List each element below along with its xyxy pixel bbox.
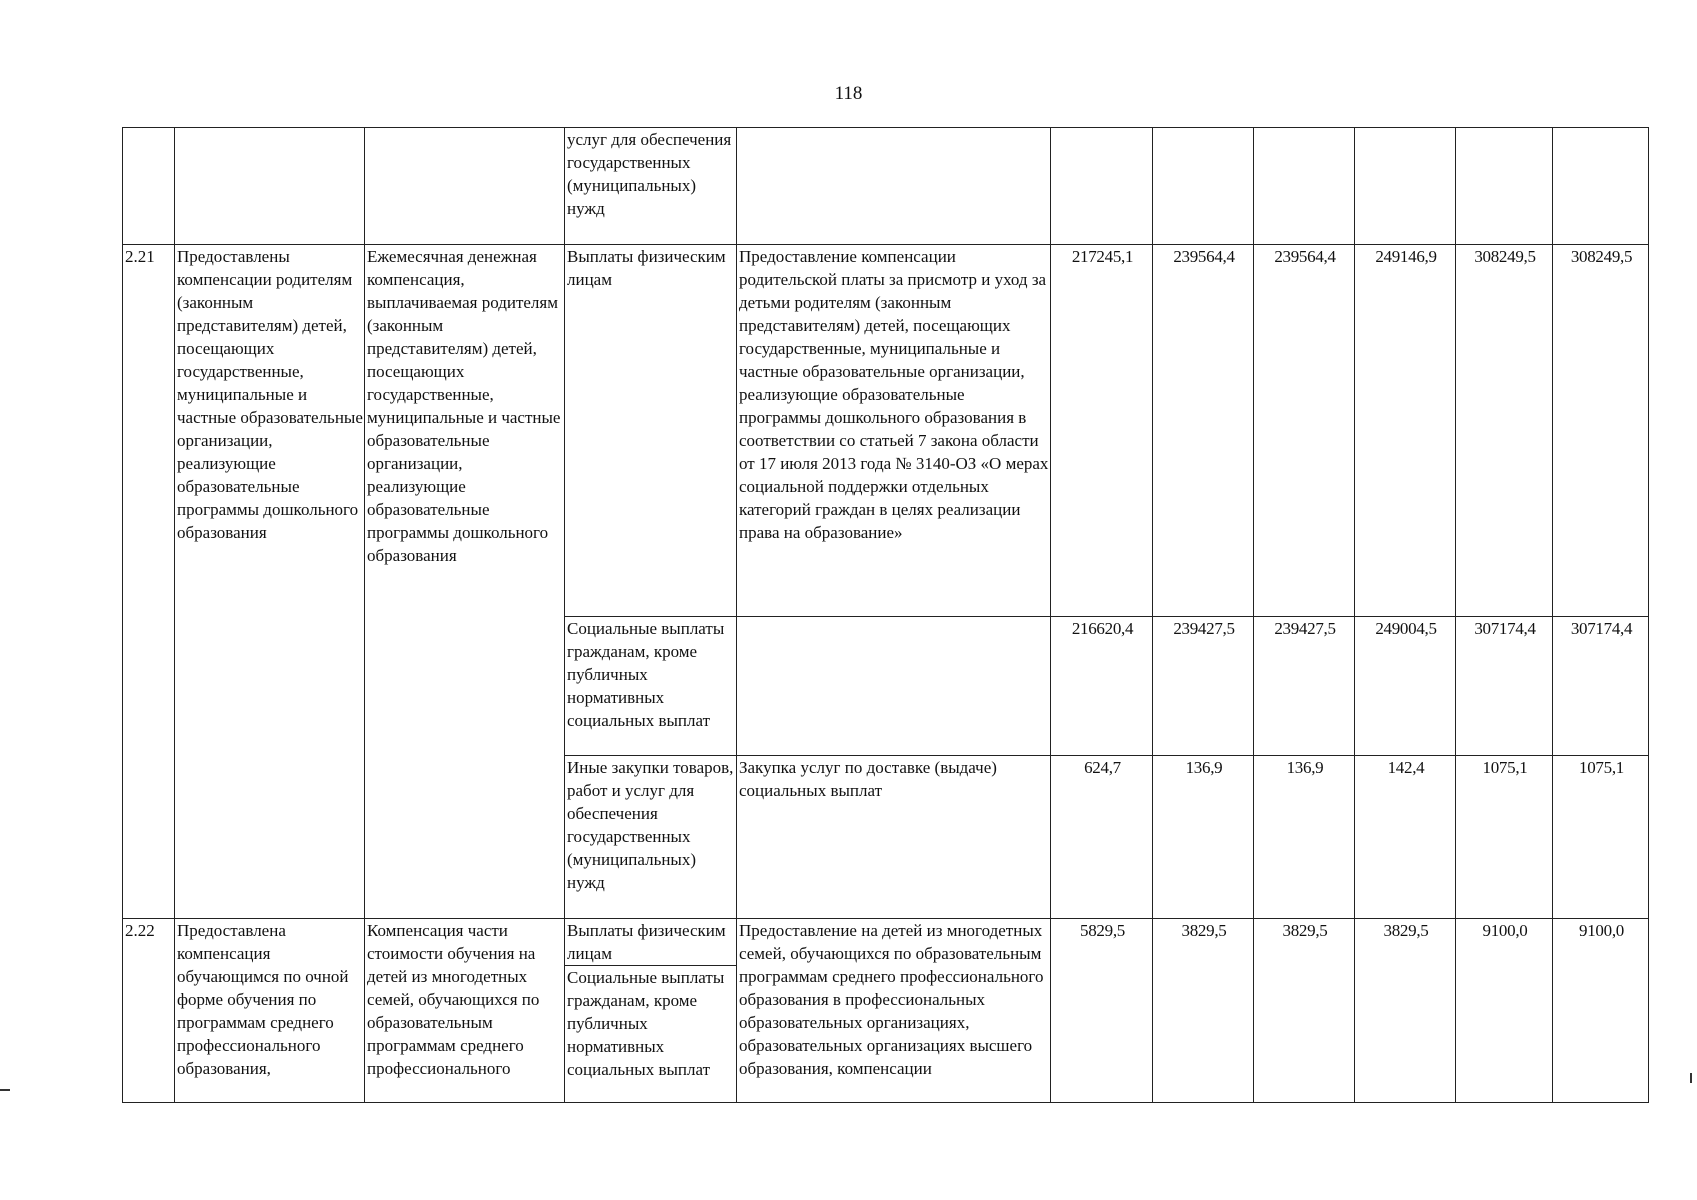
cell-value: 5829,5 [1051,919,1153,1103]
budget-table [122,127,1649,1103]
table-row-2-22 [123,919,1649,1103]
cell-description: Закупка услуг по доставке (выдаче) социальных выплат [737,756,1051,919]
cell-value: 307174,4 [1456,617,1553,756]
cell-measure [365,128,565,245]
cell-result [175,128,365,245]
cell-value: 9100,0 [1456,919,1553,1103]
expense-type-b: Социальные выплаты гражданам, кроме публичных нормативных социальных выплат [567,968,725,1079]
cell-value: 239564,4 [1153,245,1254,617]
cell-value: 239427,5 [1254,617,1355,756]
cell-value: 308249,5 [1456,245,1553,617]
cell-value [1254,128,1355,245]
cell-value: 217245,1 [1051,245,1153,617]
cell-value [1051,128,1153,245]
cell-value: 136,9 [1153,756,1254,919]
cell-description: Предоставление компенсации родительской платы за присмотр и уход за детьми родителям (законным представителям) детей, посещающих государственные, муниципальные и частные образовательные организации, реализующие образовательные программы дошкольного образования в соответствии со статьей 7 закона области от 17 июля 2013 года № 3140-ОЗ «О мерах социальной поддержки отдельных категорий граждан в целях реализации права на образование» [737,245,1051,617]
cell-value [1553,128,1649,245]
row-number: 2.21 [123,245,175,919]
cell-value: 3829,5 [1153,919,1254,1103]
page-number: 118 [834,83,863,104]
cell-expense-type: Иные закупки товаров, работ и услуг для обеспечения государственных (муниципальных) нужд [565,756,737,919]
cell-value: 249146,9 [1355,245,1456,617]
cell-value: 308249,5 [1553,245,1649,617]
edge-mark-left [0,1089,10,1091]
cell-value: 239427,5 [1153,617,1254,756]
cell-result: Предоставлена компенсация обучающимся по очной форме обучения по программам среднего профессионального образования, [175,919,365,1103]
cell-expense-type: Выплаты физическим лицам [565,245,737,617]
cell-measure: Ежемесячная денежная компенсация, выплачиваемая родителям (законным представителям) детей, посещающих государственные, муниципальные и частные образовательные организации, реализующие образовательные программы дошкольного образования [365,245,565,919]
cell-value: 136,9 [1254,756,1355,919]
cell-result: Предоставлены компенсации родителям (законным представителям) детей, посещающих государственные, муниципальные и частные образовательные организации, реализующие образовательные программы дошкольного образования [175,245,365,919]
cell-num [123,128,175,245]
cell-value [1456,128,1553,245]
table-row-continuation [123,128,1649,245]
table-row-2-21-a [123,245,1649,617]
cell-expense-type [565,919,737,1103]
row-number: 2.22 [123,919,175,1103]
cell-expense-type: услуг для обеспечения государственных (муниципальных) нужд [565,128,737,245]
cell-value: 1075,1 [1456,756,1553,919]
cell-value: 9100,0 [1553,919,1649,1103]
cell-value [1153,128,1254,245]
cell-value: 307174,4 [1553,617,1649,756]
expense-type-a: Выплаты физическим лицам [565,919,736,966]
cell-value [1355,128,1456,245]
cell-value: 3829,5 [1254,919,1355,1103]
cell-value: 624,7 [1051,756,1153,919]
edge-mark-right [1690,1073,1692,1083]
cell-value: 216620,4 [1051,617,1153,756]
cell-description [737,128,1051,245]
cell-description [737,617,1051,756]
cell-value: 142,4 [1355,756,1456,919]
cell-value: 1075,1 [1553,756,1649,919]
cell-value: 249004,5 [1355,617,1456,756]
cell-value: 239564,4 [1254,245,1355,617]
cell-value: 3829,5 [1355,919,1456,1103]
cell-expense-type: Социальные выплаты гражданам, кроме публичных нормативных социальных выплат [565,617,737,756]
cell-description: Предоставление на детей из многодетных семей, обучающихся по образовательным программам среднего профессионального образования в профессиональных образовательных организациях, образовательных организациях высшего образования, компенсации [737,919,1051,1103]
cell-measure: Компенсация части стоимости обучения на детей из многодетных семей, обучающихся по образовательным программам среднего профессионального [365,919,565,1103]
